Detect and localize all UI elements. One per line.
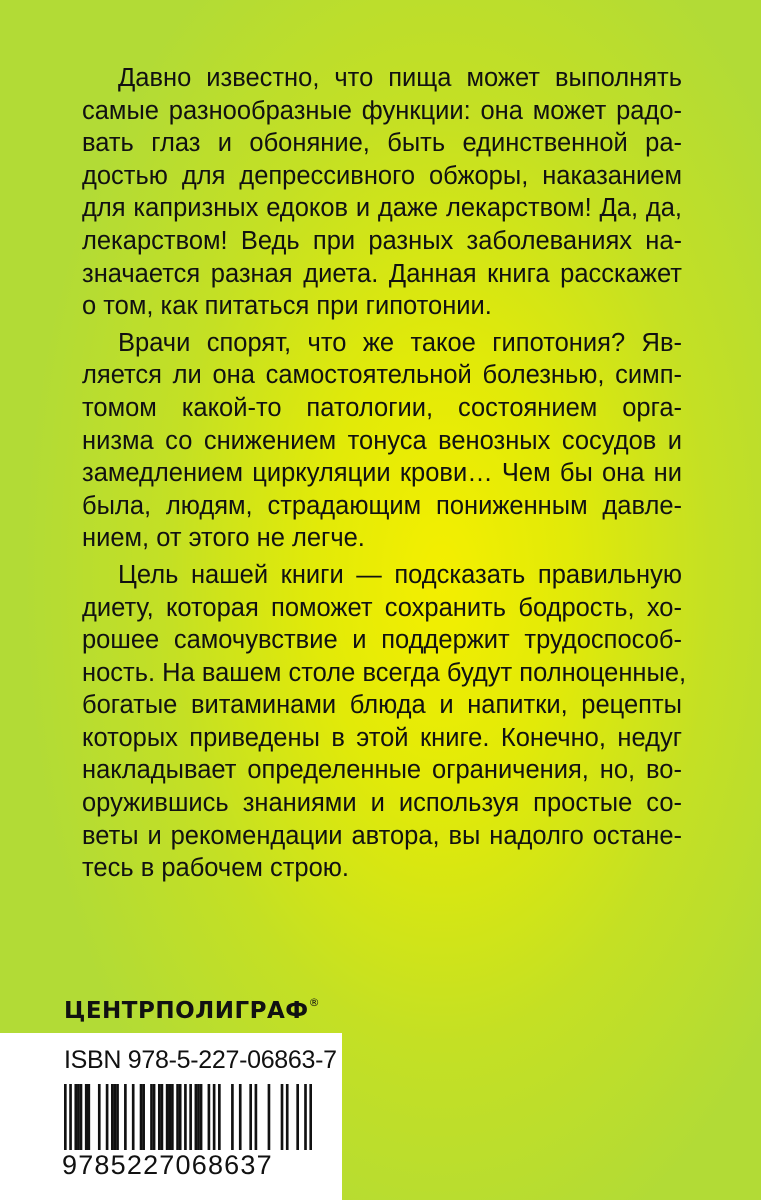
barcode-bar [161,1084,164,1150]
text-line: нием, от этого не легче. [82,524,365,553]
text-line: диету, которая поможет сохранить бодрость, хо- [82,593,682,622]
text-line: которых приведены в этой книге. Конечно, недуг [82,723,682,752]
text-line: достью для депрессивного обжоры, наказанием [82,161,682,190]
barcode-bar [64,1084,67,1150]
paragraph-2 [82,327,682,555]
barcode-bar [158,1084,161,1150]
publisher-name: ЦЕНТРПОЛИГРАФ [64,998,309,1024]
barcode-bar [239,1084,242,1150]
barcode-bar [304,1084,307,1150]
barcode-bar [124,1084,127,1150]
barcode-bar [197,1084,200,1150]
barcode-bar [140,1084,143,1150]
barcode-bar [114,1084,117,1150]
barcode-bar [176,1084,179,1150]
text-line: тесь в рабочем строю. [82,854,350,883]
barcode-bar [231,1084,234,1150]
barcode-bar [200,1084,203,1150]
barcode-bar [255,1084,258,1150]
barcode-bar [142,1084,145,1150]
barcode-bar [268,1084,271,1150]
text-line: самые разнообразные функции: она может радо- [82,96,682,125]
text-line: накладывает определенные ограничения, но, во- [82,756,682,785]
barcode-bar [309,1084,312,1150]
back-cover-blurb [82,62,687,885]
barcode-bar [98,1084,101,1150]
barcode-bar [218,1084,221,1150]
barcode-bar [213,1084,216,1150]
barcode-bar [87,1084,90,1150]
barcode-bar [77,1084,80,1150]
text-line: низма со снижением тонуса венозных сосудов и [82,426,682,455]
barcode-bar [179,1084,182,1150]
text-line: вать глаз и обоняние, быть единственной ра- [82,129,682,158]
barcode-bar [168,1084,171,1150]
barcode-bar [208,1084,211,1150]
text-line: о том, как питаться при гипотонии. [82,292,492,321]
text-line: Давно известно, что пища может выполнять [118,64,682,92]
text-line: Цель нашей книги — подсказать правильную [118,560,682,589]
registered-mark: ® [308,996,321,1009]
barcode-bar [69,1084,72,1150]
barcode-bar [116,1084,119,1150]
publisher-logo [64,998,320,1024]
barcode-bar [85,1084,88,1150]
barcode-bar [150,1084,153,1150]
text-line: значается разная диета. Данная книга расскажет [82,259,682,288]
barcode-bar [189,1084,192,1150]
text-line: была, людям, страдающим пониженным давле- [82,491,682,520]
barcode-bar [132,1084,135,1150]
barcode-digits: 9785227068637 [62,1150,273,1180]
isbn-label: ISBN 978-5-227-06863-7 [64,1046,337,1074]
barcode-bar [249,1084,252,1150]
barcode-bar [106,1084,109,1150]
text-line: рошее самочувствие и поддержит трудоспособ- [82,626,682,655]
barcode-bar [74,1084,77,1150]
barcode-bar [80,1084,83,1150]
text-line: лекарством! Ведь при разных заболеваниях на- [82,226,682,255]
barcode-bar [281,1084,284,1150]
barcode-bar [286,1084,289,1150]
text-line: для капризных едоков и даже лекарством! Да, да, [82,194,682,223]
text-line: ность. На вашем столе всегда будут полноценные, [82,658,687,687]
text-line: оружившись знаниями и используя простые со- [82,789,682,818]
barcode-bar [171,1084,174,1150]
text-line: Врачи спорят, что же такое гипотония? Яв- [118,328,682,357]
barcode-bar [184,1084,187,1150]
paragraph-1 [82,62,682,323]
text-line: томом какой-то патологии, состоянием орга- [82,393,682,422]
barcode [64,1084,312,1150]
paragraph-3 [82,559,687,885]
barcode-bar [195,1084,198,1150]
barcode-bar [166,1084,169,1150]
text-line: богатые витаминами блюда и напитки, рецепты [82,691,682,720]
barcode-bar [153,1084,156,1150]
barcode-bar [111,1084,114,1150]
text-line: замедлением циркуляции крови… Чем бы она ни [82,459,682,488]
text-line: веты и рекомендации автора, вы надолго остане- [82,821,682,850]
barcode-bar [296,1084,299,1150]
text-line: ляется ли она самостоятельной болезнью, симп- [82,361,682,390]
